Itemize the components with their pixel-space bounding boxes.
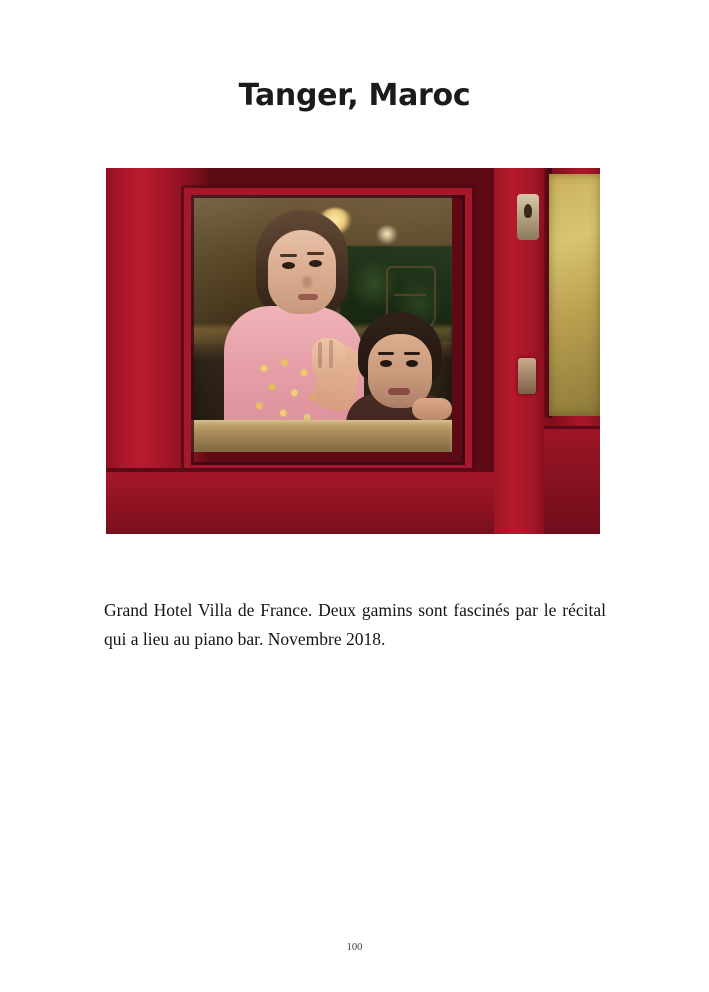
keyhole-icon [524,204,532,218]
door-lower-panel [106,468,494,534]
window-frame-edge [184,188,472,472]
door-right-glass [549,174,600,416]
hinge-icon [518,358,536,394]
photograph [106,168,600,534]
page-number: 100 [346,942,363,953]
page-title: Tanger, Maroc [238,78,471,113]
door-right-lower-panel [544,426,600,534]
photo-caption: Grand Hotel Villa de France. Deux gamins sont fascinés par le récital qui a lieu au piano bar. Novembre 2018. [104,599,606,649]
photo-figure [106,168,600,534]
